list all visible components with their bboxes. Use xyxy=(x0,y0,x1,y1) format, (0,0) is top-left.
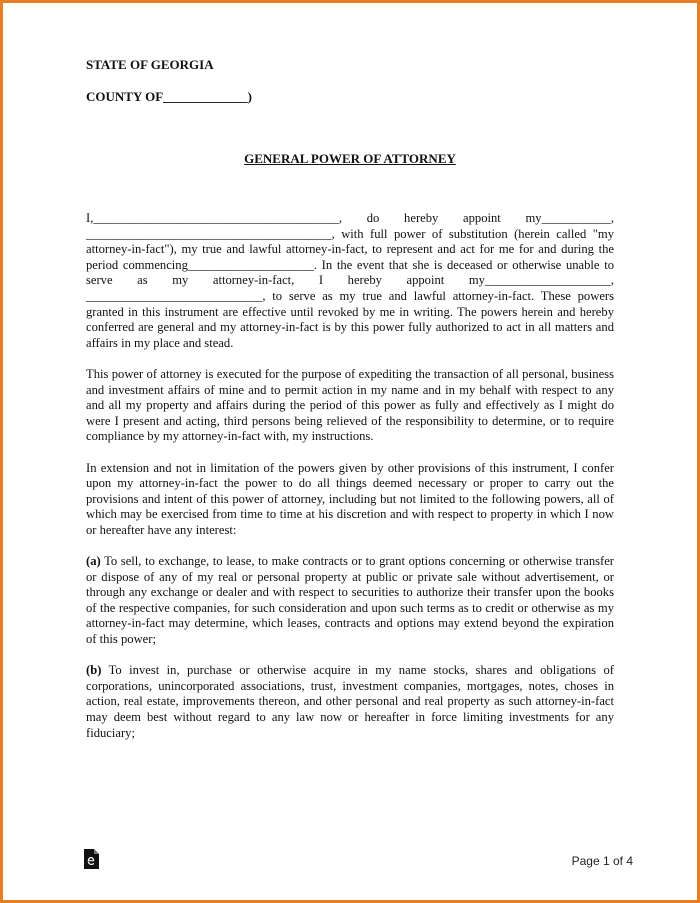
clause-a-label: (a) xyxy=(86,554,101,569)
state-heading: STATE OF GEORGIA xyxy=(86,57,214,72)
clause-b-label: (b) xyxy=(86,663,102,678)
paragraph-extension: In extension and not in limitation of the powers given by other provisions of this instrument, I confer upon my attorney-in-fact the power to do all things deemed necessary or proper to carry out the provisions and intent of this power of attorney, including but not limited to the following powers, all of which may be exercised from time to time at his discretion and with respect to property in which I now or hereafter have any interest: xyxy=(86,460,614,537)
paragraph-appointment: I,_______________________________________, do hereby appoint my___________, _______________________________________, with full power of substitution (herein called "my attorney-in-fact"), my true and lawful attorney-in-fact, to represent and act for me for and during the period commencing____________________. In the event that she is deceased or otherwise unable to serve as my attorney-in-fact, I hereby appoint my____________________, ____________________________, to serve as my true and lawful attorney-in-fact. These powers granted in this instrument are effective until revoked by me in writing. The powers herein and hereby conferred are general and my attorney-in-fact is by this power fully authorized to act in all matters and affairs in my place and stead. xyxy=(86,211,614,350)
clause-b-text: To invest in, purchase or otherwise acquire in my name stocks, shares and obligations of corporations, unincorporated associations, trust, investment companies, mortgages, notes, choses in action, real estate, improvements thereon, and other personal and real property as such attorney-in-fact may deem best without regard to any law now or hereafter in force limiting investments for any fiduciary; xyxy=(86,663,614,740)
document-title: GENERAL POWER OF ATTORNEY xyxy=(244,151,456,166)
clause-a xyxy=(86,554,614,648)
document-body xyxy=(86,211,614,757)
clause-a-text: To sell, to exchange, to lease, to make contracts or to grant options concerning or otherwise transfer or dispose of any of my real or personal property at public or private sale without advertisement, or through any exchange or dealer and with respect to securities to authorize their transfer upon the books of the respective companies, for such consideration and upon such terms as to credit or otherwise as my attorney-in-fact may determine, which leases, contracts and options may extend beyond the expiration of this power; xyxy=(86,554,614,647)
eforms-logo-icon xyxy=(83,849,99,869)
document-page xyxy=(3,3,697,900)
county-heading: COUNTY OF_____________) xyxy=(86,89,252,104)
clause-b xyxy=(86,663,614,741)
paragraph-purpose: This power of attorney is executed for the purpose of expediting the transaction of all personal, business and investment affairs of mine and to permit action in my name and in my behalf with respect to any and all my property and affairs during the period of this power as fully and effectively as I might do were I present and acting, third persons being relieved of the responsibility to determine, or to require compliance by my attorney-in-fact with, my instructions. xyxy=(86,366,614,444)
page-number: Page 1 of 4 xyxy=(571,854,633,868)
